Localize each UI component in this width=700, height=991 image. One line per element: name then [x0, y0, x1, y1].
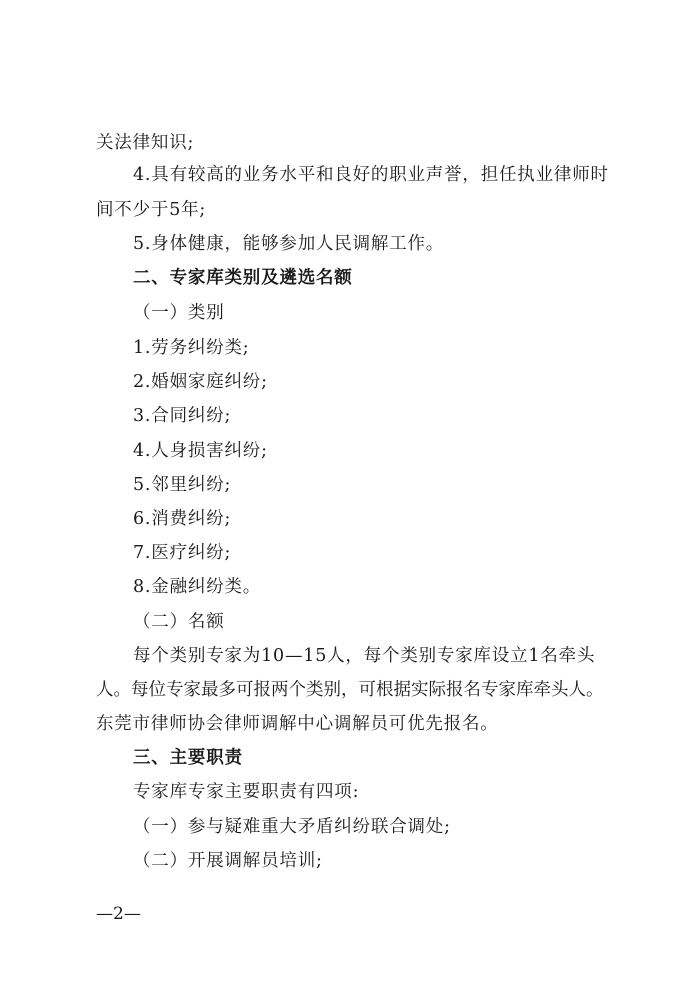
- list-item-category-6: 6.消费纠纷;: [133, 509, 232, 529]
- text-line-requirement-4: 4.具有较高的业务水平和良好的职业声誉，担任执业律师时: [133, 165, 609, 185]
- section-heading-3: 三、主要职责: [133, 748, 243, 768]
- subsection-heading-category: （一）类别: [133, 303, 225, 323]
- text-line-requirement-5: 5.身体健康，能够参加人民调解工作。: [133, 234, 445, 254]
- list-item-category-7: 7.医疗纠纷;: [133, 543, 232, 563]
- paragraph-quota-line-3: 东莞市律师协会律师调解中心调解员可优先报名。: [96, 714, 499, 734]
- paragraph-quota-line-2: 人。每位专家最多可报两个类别，可根据实际报名专家库牵头人。: [96, 680, 604, 700]
- list-item-category-2: 2.婚姻家庭纠纷;: [133, 372, 268, 392]
- list-item-category-5: 5.邻里纠纷;: [133, 475, 232, 495]
- list-item-category-8: 8.金融纠纷类。: [133, 577, 262, 597]
- section-heading-2: 二、专家库类别及遴选名额: [133, 268, 353, 288]
- text-line-requirement-4-cont: 间不少于5年;: [96, 200, 207, 220]
- list-item-category-4: 4.人身损害纠纷;: [133, 441, 268, 461]
- text-line-continuation: 关法律知识;: [96, 133, 195, 153]
- list-item-duty-2: （二）开展调解员培训;: [133, 851, 323, 871]
- subsection-heading-quota: （二）名额: [133, 612, 225, 632]
- list-item-duty-1: （一）参与疑难重大矛盾纠纷联合调处;: [133, 817, 451, 837]
- list-item-category-1: 1.劳务纠纷类;: [133, 338, 250, 358]
- paragraph-duties-intro: 专家库专家主要职责有四项:: [133, 782, 360, 802]
- paragraph-quota-line-1: 每个类别专家为10—15人，每个类别专家库设立1名牵头: [133, 646, 596, 666]
- list-item-category-3: 3.合同纠纷;: [133, 406, 232, 426]
- page-number: —2—: [96, 904, 141, 924]
